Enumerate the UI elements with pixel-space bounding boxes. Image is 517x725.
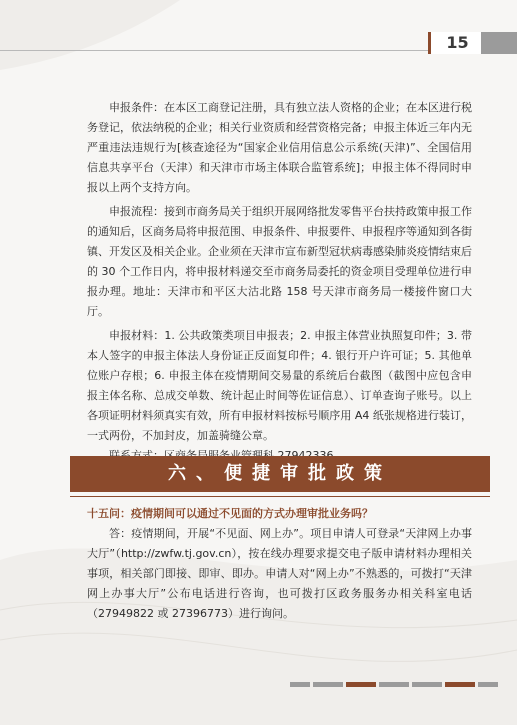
paragraph-conditions: 申报条件：在本区工商登记注册，具有独立法人资格的企业；在本区进行税务登记，依法纳税的企业；相关行业资质和经营资格完备；申报主体近三年内无严重违法违规行为[核查途径为“国家企业信用信息公示系统(天津)”、全国信用信息共享平台（天津）和天津市市场主体联合监管系统]；申报主体不得同时申报以上两个支持方向。 [87,101,472,194]
answer: 答：疫情期间，开展“不见面、网上办”。项目申请人可登录“天津网上办事大厅”（http://zwfw.tj.gov.cn），按在线办理要求提交电子版申请材料办理相关事项，相关部门即接、即审、即办。申请人对“网上办”不熟悉的，可拨打“天津网上办事大厅”公布电话进行咨询，也可拨打区政务服务办相关科室电话（27949822 或 27396773）进行询问。 [87,527,472,620]
section-banner: 六、便捷审批政策 [70,456,490,492]
footer-decoration [290,682,498,687]
page-number: 15 [428,32,484,54]
banner-underline [70,496,490,497]
question: 十五问：疫情期间可以通过不见面的方式办理审批业务吗？ [87,507,373,520]
paragraph-materials: 申报材料：1. 公共政策类项目申报表；2. 申报主体营业执照复印件；3. 带本人签字的申报主体法人身份证正反面复印件；4. 银行开户许可证；5. 其他单位账户存根；6. 申报主体在疫情期间交易量的系统后台截图（截图中应包含申报主体名称、总成交单数、统计起止时间等佐证信息）、订单查询子账号。以上各项证明材料须真实有效，所有申报材料按标号顺序用 A4 纸张规格进行装订，一式两份，不加封皮，加盖骑缝公章。 [87,329,472,442]
body-content [87,98,472,466]
page-number-bar [481,32,517,54]
header-rule [0,50,428,51]
qa-block [87,504,472,624]
paragraph-process: 申报流程：接到市商务局关于组织开展网络批发零售平台扶持政策申报工作的通知后，区商务局将申报范围、申报条件、申报要件、申报程序等通知到各街镇、开发区及相关企业。企业须在天津市宣布新型冠状病毒感染肺炎疫情结束后的 30 个工作日内，将申报材料递交至市商务局委托的资金项目受理单位进行申报办理。地址：天津市和平区大沽北路 158 号天津市商务局一楼接件窗口大厅。 [87,205,472,318]
